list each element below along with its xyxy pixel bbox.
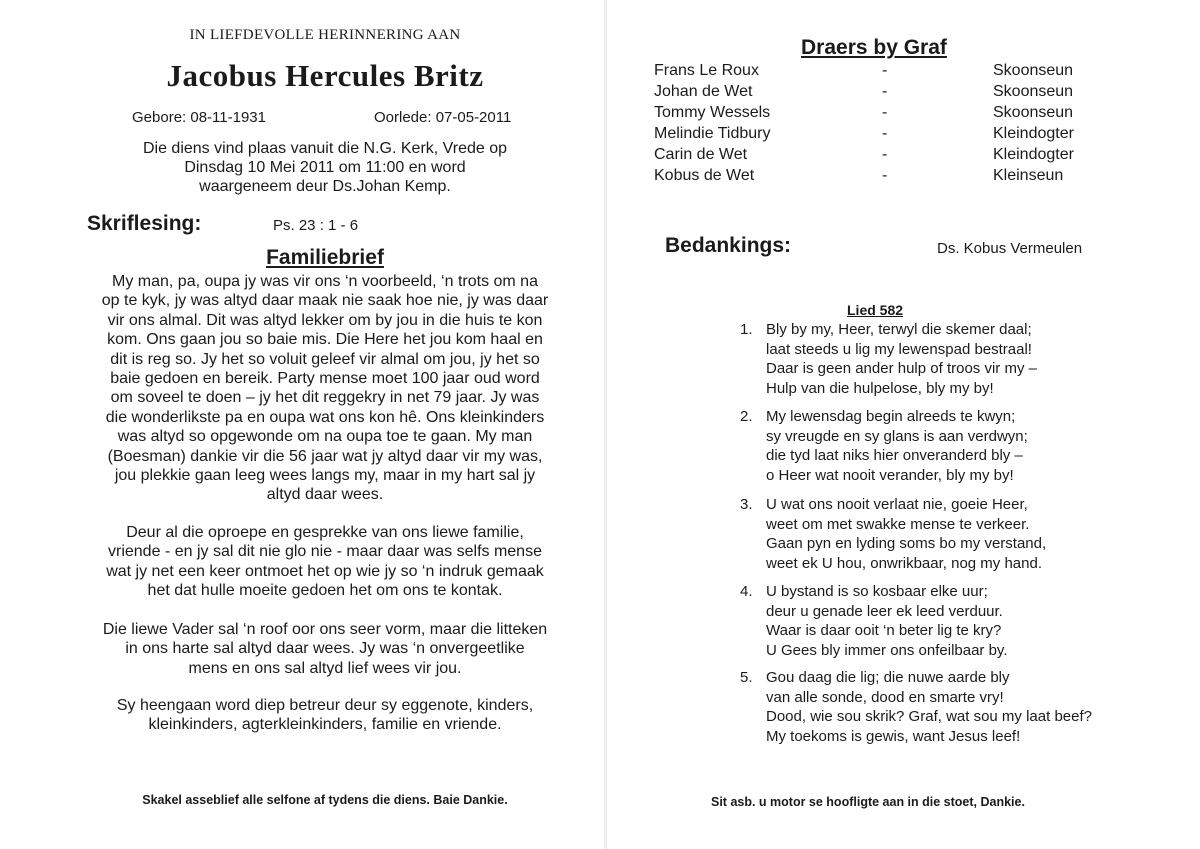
bearer-dash: - — [882, 83, 888, 100]
verse-line: deur u genade leer ek leed verduur. — [766, 602, 1003, 620]
service-line: waargeneem deur Ds.Johan Kemp. — [199, 178, 451, 195]
bearer-row — [0, 125, 1200, 146]
family-letter-paragraph-1 — [0, 272, 650, 505]
bearer-row — [0, 104, 1200, 125]
verse-line: Daar is geen ander hulp of troos vir my – — [766, 360, 1037, 377]
birth-date: Gebore: 08-11-1931 — [132, 109, 266, 126]
verse-number: 2. — [740, 408, 753, 425]
verse-line: Hulp van die hulpelose, bly my by! — [766, 379, 994, 397]
bearer-dash: - — [882, 146, 888, 163]
letter-line: altyd daar wees. — [266, 486, 384, 504]
letter-line: op te kyk, jy was altyd daar maak nie saak hoe nie, jy was daar — [101, 292, 549, 310]
headlights-notice: Sit asb. u motor se hoofligte aan in die stoet, Dankie. — [711, 795, 1025, 809]
hymn-heading: Lied 582 — [847, 302, 904, 318]
scripture-reference: Ps. 23 : 1 - 6 — [273, 217, 359, 234]
verse-line: Waar is daar ooit ‘n beter lig te kry? — [766, 622, 1002, 639]
letter-line: dit is reg so. Jy het so voluit geleef vir almal om jou, jy het so — [110, 350, 540, 368]
bearer-relation: Skoonseun — [993, 104, 1074, 121]
service-line: Die diens vind plaas vanuit die N.G. Kerk, Vrede op — [142, 140, 508, 157]
bearer-row — [0, 62, 1200, 83]
bearer-dash: - — [882, 167, 888, 184]
verse-line: My toekoms is gewis, want Jesus leef! — [766, 727, 1021, 745]
verse-line: My lewensdag begin alreeds te kwyn; — [766, 408, 1016, 425]
verse-number: 4. — [740, 583, 753, 600]
letter-line: vriende - en jy sal dit nie glo nie - maar daar was selfs mense — [108, 543, 542, 561]
letter-line: (Boesman) dankie vir die 56 jaar wat jy altyd daar vir my was, — [107, 447, 543, 465]
letter-line: die wonderlikste pa en oupa wat ons kon hê. Ons kleinkinders — [105, 408, 545, 426]
letter-line: kleinkinders, agterkleinkinders, familie en vriende. — [148, 716, 502, 734]
letter-line: was altyd so opgewonde om na oupa toe te gaan. My man — [117, 428, 533, 446]
bearer-name: Frans Le Roux — [654, 62, 759, 79]
verse-line: weet om met swakke mense te verkeer. — [766, 515, 1030, 533]
bearer-row — [0, 167, 1200, 188]
verse-line: o Heer wat nooit verander, bly my by! — [766, 466, 1014, 484]
verse-line: laat steeds u lig my lewenspad bestraal! — [766, 340, 1032, 358]
verse-lines — [766, 320, 1037, 398]
verse-line: Dood, wie sou skrik? Graf, wat sou my laat beef? — [766, 708, 1092, 725]
bearer-row — [0, 146, 1200, 167]
verse-line: van alle sonde, dood en smarte vry! — [766, 688, 1004, 706]
bearer-name: Johan de Wet — [654, 83, 753, 100]
thanks-name: Ds. Kobus Vermeulen — [937, 240, 1083, 257]
letter-line: vir ons almal. Dit was altyd lekker om by jou in die huis te kon — [107, 311, 543, 329]
letter-line: in ons harte sal altyd daar wees. Jy was ‘n onvergeetlike — [125, 640, 525, 658]
letter-line: het dat hulle moeite gedoen het om ons te kontak. — [147, 582, 503, 600]
verse-line: U bystand is so kosbaar elke uur; — [766, 583, 988, 600]
bearer-dash: - — [882, 62, 888, 79]
letter-line: Deur al die oproepe en gesprekke van ons liewe familie, — [126, 524, 524, 541]
letter-line: wat jy net een keer ontmoet het op wie jy so ‘n indruk gemaak — [106, 562, 544, 580]
verse-line: U Gees bly immer ons onfeilbaar by. — [766, 641, 1008, 659]
family-letter-paragraph-2 — [0, 523, 650, 601]
letter-line: My man, pa, oupa jy was vir ons ‘n voorbeeld, ‘n trots om na — [112, 273, 538, 290]
verse-line: Gou daag die lig; die nuwe aarde bly — [766, 669, 1010, 686]
thanks-heading: Bedankings: — [665, 234, 792, 257]
family-letter-heading-text: Familiebrief — [266, 246, 384, 269]
bearers-heading: Draers by Graf — [801, 36, 947, 59]
bearer-name: Carin de Wet — [654, 146, 748, 163]
verse-line: weet ek U hou, onwrikbaar, nog my hand. — [766, 554, 1042, 572]
family-letter-heading — [0, 246, 650, 270]
verse-number: 5. — [740, 669, 753, 686]
letter-line: Die liewe Vader sal ‘n roof oor ons seer vorm, maar die litteken — [102, 621, 548, 638]
death-date: Oorlede: 07-05-2011 — [374, 109, 512, 126]
family-letter-paragraph-4 — [0, 696, 650, 735]
verse-number: 1. — [740, 321, 753, 338]
bearer-name: Kobus de Wet — [654, 167, 755, 184]
bearer-relation: Kleindogter — [993, 146, 1074, 163]
bearer-dash: - — [882, 125, 888, 142]
bearer-relation: Skoonseun — [993, 62, 1074, 79]
letter-line: om soveel te doen – jy het dit reggekry in net 79 jaar. Jy was — [110, 389, 540, 407]
service-line: Dinsdag 10 Mei 2011 om 11:00 en word — [184, 159, 466, 176]
verse-lines — [766, 407, 1028, 485]
bearer-name: Melindie Tidbury — [654, 125, 771, 142]
bearer-relation: Skoonseun — [993, 83, 1074, 100]
verse-number: 3. — [740, 496, 753, 513]
verse-line: U wat ons nooit verlaat nie, goeie Heer, — [766, 496, 1028, 513]
letter-line: mens en ons sal altyd lief wees vir jou. — [188, 659, 462, 677]
verse-lines — [766, 668, 1092, 746]
memorial-intro: IN LIEFDEVOLLE HERINNERING AAN — [189, 27, 461, 43]
bearer-relation: Kleindogter — [993, 125, 1074, 142]
letter-line: Sy heengaan word diep betreur deur sy eggenote, kinders, — [116, 697, 534, 714]
scripture-heading: Skriflesing: — [87, 212, 202, 235]
letter-line: baie gedoen en bereik. Party mense moet 100 jaar oud word — [110, 370, 540, 388]
bearer-relation: Kleinseun — [993, 167, 1064, 184]
verse-line: sy vreugde en sy glans is aan verdwyn; — [766, 427, 1028, 445]
letter-line: jou plekkie gaan leeg wees langs my, maar in my hart sal jy — [114, 467, 536, 485]
phones-off-notice: Skakel asseblief alle selfone af tydens die diens. Baie Dankie. — [142, 793, 508, 807]
deceased-name: Jacobus Hercules Britz — [166, 58, 484, 93]
family-letter-paragraph-3 — [0, 620, 650, 678]
letter-line: kom. Ons gaan jou so baie mis. Die Here het jou kom haal en — [107, 331, 543, 349]
verse-lines — [766, 495, 1046, 573]
bearer-row — [0, 83, 1200, 104]
verse-line: Bly by my, Heer, terwyl die skemer daal; — [766, 321, 1032, 338]
bearer-name: Tommy Wessels — [654, 104, 771, 121]
bearer-dash: - — [882, 104, 888, 121]
verse-line: Gaan pyn en lyding soms bo my verstand, — [766, 535, 1047, 552]
verse-lines — [766, 582, 1008, 660]
verse-line: die tyd laat niks hier onveranderd bly – — [766, 447, 1023, 464]
